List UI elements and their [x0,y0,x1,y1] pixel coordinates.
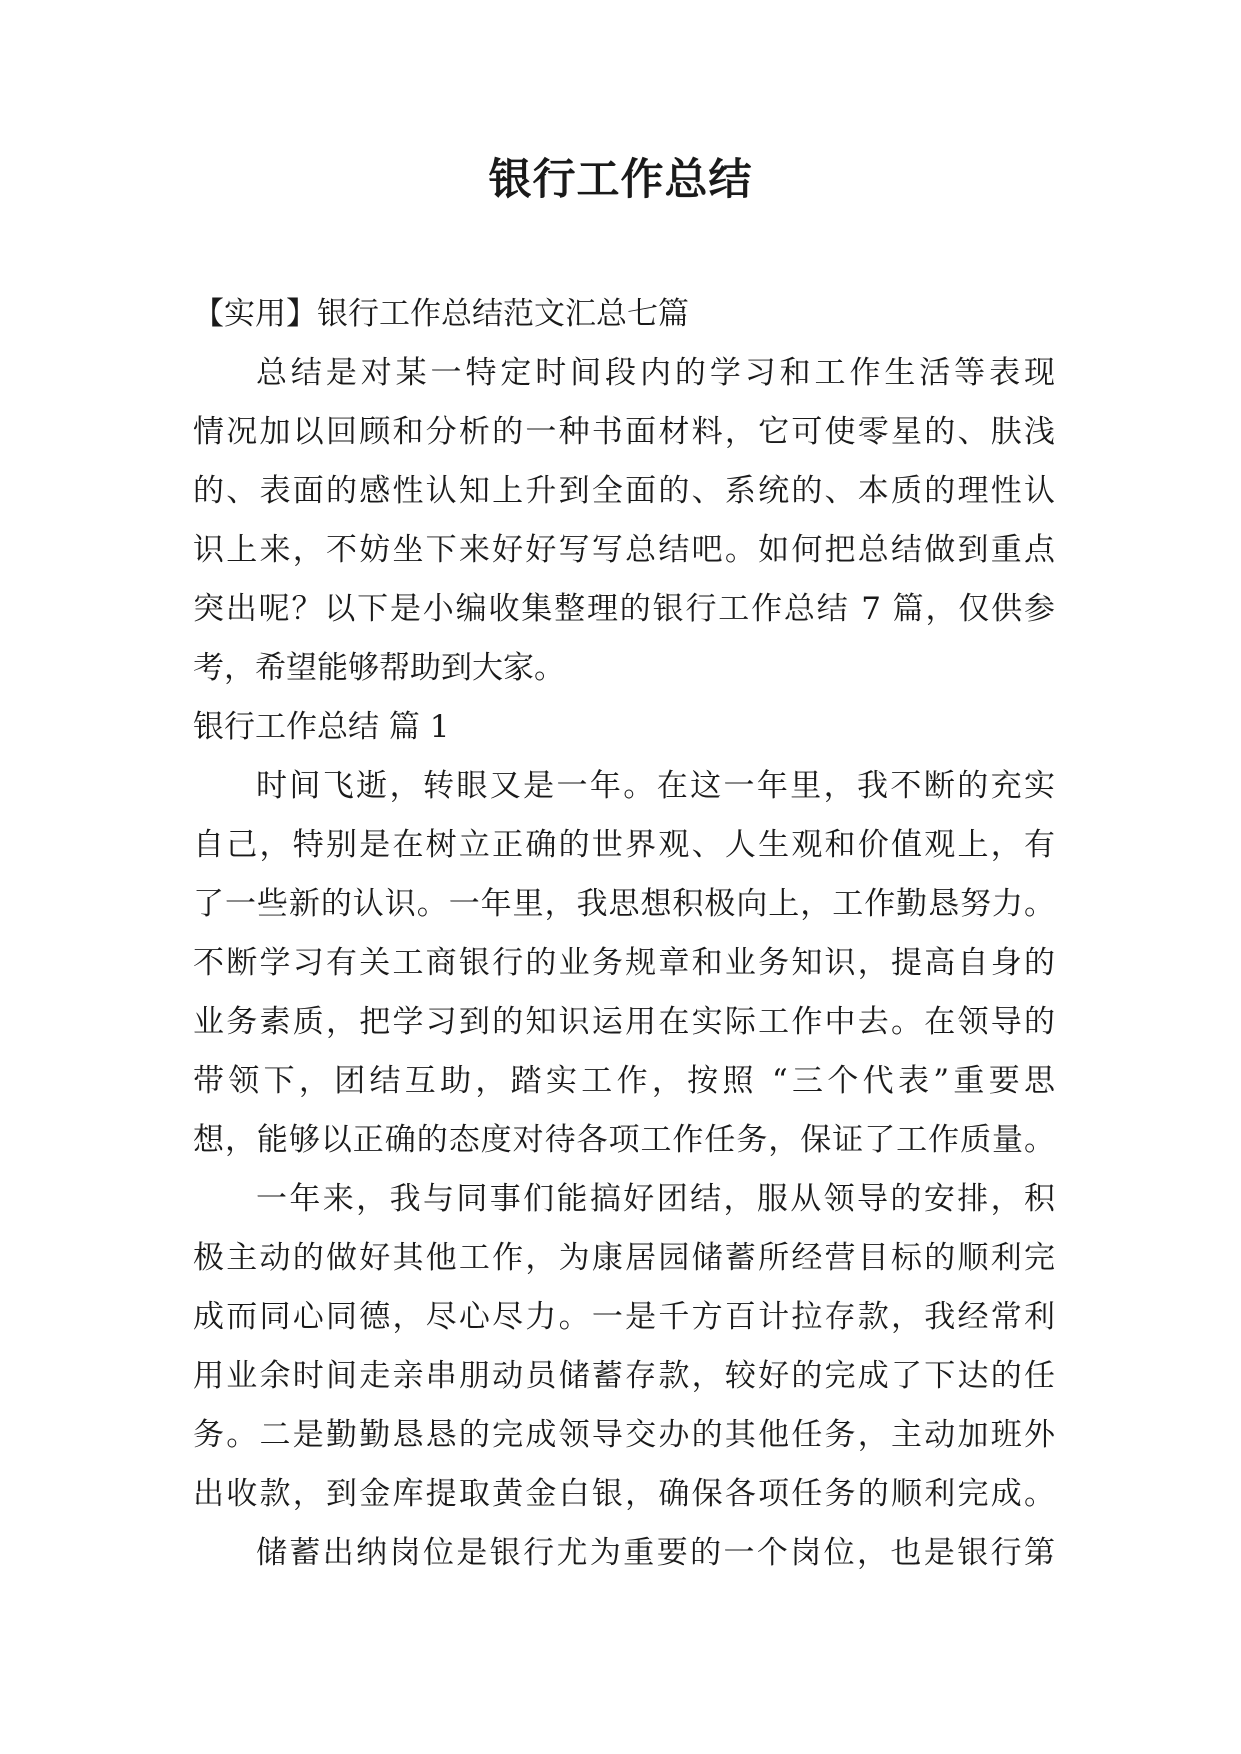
text-line: 想，能够以正确的态度对待各项工作任务，保证了工作质量。 [193,1122,1055,1158]
text-line: 用业余时间走亲串朋动员储蓄存款，较好的完成了下达的任 [193,1358,1055,1394]
document-body [193,285,1055,1583]
text-line: 时间飞逝，转眼又是一年。在这一年里，我不断的充实 [256,768,1055,804]
text-line: 自己，特别是在树立正确的世界观、人生观和价值观上，有 [193,827,1055,863]
text-line: 突出呢？以下是小编收集整理的银行工作总结 7 篇，仅供参 [193,591,1055,627]
text-line: 一年来，我与同事们能搞好团结，服从领导的安排，积 [256,1181,1055,1217]
text-line: 带领下，团结互助，踏实工作，按照 “三个代表”重要思 [193,1063,1055,1099]
text-line: 考，希望能够帮助到大家。 [193,650,565,686]
document-title: 银行工作总结 [488,155,753,205]
text-line: 极主动的做好其他工作，为康居园储蓄所经营目标的顺利完 [193,1240,1055,1276]
text-line: 储蓄出纳岗位是银行尤为重要的一个岗位，也是银行第 [256,1535,1055,1571]
text-line: 出收款，到金库提取黄金白银，确保各项任务的顺利完成。 [193,1476,1055,1512]
text-line: 总结是对某一特定时间段内的学习和工作生活等表现 [256,355,1055,391]
text-line: 业务素质，把学习到的知识运用在实际工作中去。在领导的 [193,1004,1055,1040]
text-line: 情况加以回顾和分析的一种书面材料，它可使零星的、肤浅 [193,414,1055,450]
text-line: 【实用】银行工作总结范文汇总七篇 [193,296,689,332]
section-heading: 银行工作总结 篇 1 [193,709,450,745]
text-line: 的、表面的感性认知上升到全面的、系统的、本质的理性认 [193,473,1055,509]
text-line: 不断学习有关工商银行的业务规章和业务知识，提高自身的 [193,945,1055,981]
text-line: 了一些新的认识。一年里，我思想积极向上，工作勤恳努力。 [193,886,1055,922]
text-line: 成而同心同德，尽心尽力。一是千方百计拉存款，我经常利 [193,1299,1055,1335]
text-line: 务。二是勤勤恳恳的完成领导交办的其他任务，主动加班外 [193,1417,1055,1453]
text-line: 识上来，不妨坐下来好好写写总结吧。如何把总结做到重点 [193,532,1055,568]
